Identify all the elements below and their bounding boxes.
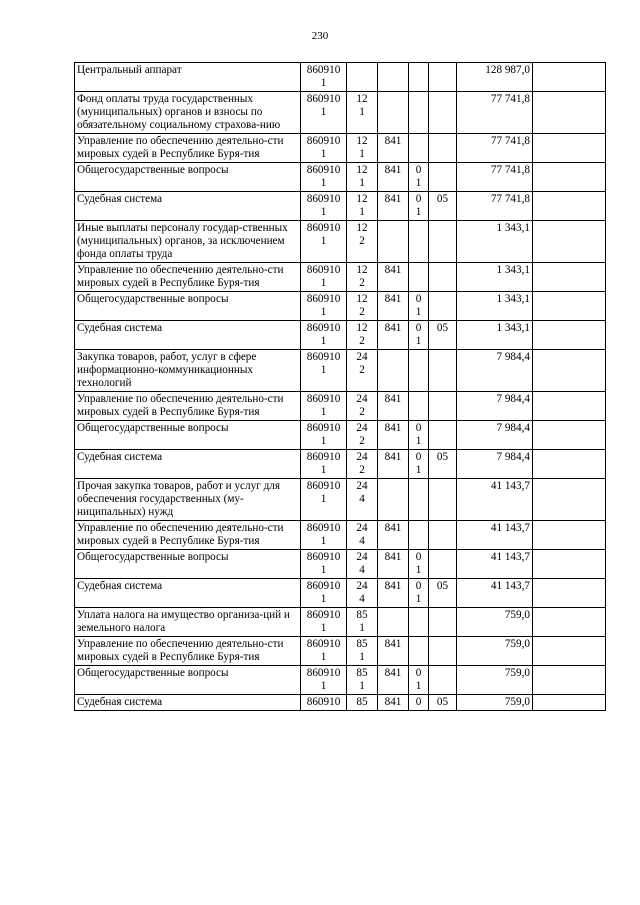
row-name-cell: Центральный аппарат	[75, 63, 301, 92]
row-ministry-cell	[378, 221, 409, 263]
row-amount-cell: 759,0	[457, 666, 533, 695]
row-subsection-cell	[429, 637, 457, 666]
row-amount-cell: 128 987,0	[457, 63, 533, 92]
table-row	[75, 134, 606, 163]
page-number: 230	[311, 30, 329, 42]
row-section-cell	[409, 221, 429, 263]
row-amount-cell: 759,0	[457, 637, 533, 666]
row-section-cell	[409, 521, 429, 550]
row-amount-cell: 1 343,1	[457, 292, 533, 321]
row-subsection-cell	[429, 92, 457, 134]
row-ministry-cell: 841	[378, 421, 409, 450]
row-extra-cell	[533, 579, 606, 608]
row-section-cell: 0 1	[409, 292, 429, 321]
row-amount-cell: 77 741,8	[457, 192, 533, 221]
row-name-cell: Прочая закупка товаров, работ и услуг для обеспечения государственных (му-ниципальных) нужд	[75, 479, 301, 521]
row-subsection-cell	[429, 421, 457, 450]
row-subsection-cell	[429, 550, 457, 579]
row-code-cell: 860910 1	[301, 92, 347, 134]
row-expense-type-cell: 12 1	[347, 134, 378, 163]
row-name-cell: Управление по обеспечению деятельно-сти мировых судей в Республике Буря-тия	[75, 134, 301, 163]
row-amount-cell: 7 984,4	[457, 392, 533, 421]
table-row	[75, 450, 606, 479]
row-expense-type-cell: 24 4	[347, 479, 378, 521]
row-extra-cell	[533, 292, 606, 321]
row-name-cell: Управление по обеспечению деятельно-сти мировых судей в Республике Буря-тия	[75, 637, 301, 666]
row-ministry-cell	[378, 350, 409, 392]
row-ministry-cell	[378, 63, 409, 92]
row-ministry-cell: 841	[378, 163, 409, 192]
row-amount-cell: 41 143,7	[457, 550, 533, 579]
budget-table-body	[75, 63, 606, 711]
table-row	[75, 421, 606, 450]
row-section-cell: 0 1	[409, 421, 429, 450]
row-amount-cell: 77 741,8	[457, 163, 533, 192]
table-row	[75, 321, 606, 350]
row-amount-cell: 77 741,8	[457, 92, 533, 134]
row-section-cell: 0 1	[409, 321, 429, 350]
row-subsection-cell	[429, 292, 457, 321]
row-ministry-cell	[378, 608, 409, 637]
row-amount-cell: 1 343,1	[457, 321, 533, 350]
table-row	[75, 163, 606, 192]
row-code-cell: 860910 1	[301, 192, 347, 221]
row-section-cell: 0 1	[409, 450, 429, 479]
row-ministry-cell: 841	[378, 579, 409, 608]
row-extra-cell	[533, 163, 606, 192]
row-amount-cell: 41 143,7	[457, 479, 533, 521]
row-expense-type-cell: 12 1	[347, 92, 378, 134]
row-code-cell: 860910 1	[301, 292, 347, 321]
row-extra-cell	[533, 92, 606, 134]
row-subsection-cell: 05	[429, 579, 457, 608]
row-ministry-cell	[378, 92, 409, 134]
row-section-cell	[409, 134, 429, 163]
row-ministry-cell: 841	[378, 550, 409, 579]
row-extra-cell	[533, 550, 606, 579]
row-name-cell: Общегосударственные вопросы	[75, 666, 301, 695]
row-expense-type-cell: 12 2	[347, 263, 378, 292]
row-expense-type-cell: 24 4	[347, 521, 378, 550]
row-expense-type-cell: 24 2	[347, 350, 378, 392]
row-section-cell	[409, 392, 429, 421]
table-row	[75, 192, 606, 221]
row-extra-cell	[533, 608, 606, 637]
row-ministry-cell	[378, 479, 409, 521]
row-extra-cell	[533, 63, 606, 92]
row-section-cell: 0 1	[409, 579, 429, 608]
row-name-cell: Управление по обеспечению деятельно-сти мировых судей в Республике Буря-тия	[75, 392, 301, 421]
row-extra-cell	[533, 421, 606, 450]
row-section-cell	[409, 263, 429, 292]
table-row	[75, 550, 606, 579]
row-code-cell: 860910 1	[301, 450, 347, 479]
row-expense-type-cell: 12 1	[347, 192, 378, 221]
table-row	[75, 292, 606, 321]
row-code-cell: 860910 1	[301, 63, 347, 92]
row-subsection-cell	[429, 63, 457, 92]
table-row	[75, 608, 606, 637]
row-extra-cell	[533, 666, 606, 695]
row-name-cell: Фонд оплаты труда государственных (муниципальных) органов и взносы по обязательному социальному страхова-нию	[75, 92, 301, 134]
row-code-cell: 860910 1	[301, 637, 347, 666]
table-row	[75, 521, 606, 550]
row-name-cell: Общегосударственные вопросы	[75, 292, 301, 321]
row-extra-cell	[533, 392, 606, 421]
row-name-cell: Судебная система	[75, 321, 301, 350]
row-extra-cell	[533, 192, 606, 221]
row-code-cell: 860910 1	[301, 579, 347, 608]
row-code-cell: 860910 1	[301, 521, 347, 550]
row-ministry-cell: 841	[378, 321, 409, 350]
row-expense-type-cell: 12 1	[347, 163, 378, 192]
table-row	[75, 695, 606, 711]
row-name-cell: Судебная система	[75, 579, 301, 608]
row-subsection-cell	[429, 221, 457, 263]
row-code-cell: 860910	[301, 695, 347, 711]
row-expense-type-cell: 24 2	[347, 450, 378, 479]
row-amount-cell: 7 984,4	[457, 421, 533, 450]
row-expense-type-cell: 85 1	[347, 637, 378, 666]
table-row	[75, 479, 606, 521]
row-extra-cell	[533, 221, 606, 263]
row-subsection-cell	[429, 392, 457, 421]
row-extra-cell	[533, 134, 606, 163]
row-amount-cell: 7 984,4	[457, 450, 533, 479]
row-amount-cell: 759,0	[457, 608, 533, 637]
row-expense-type-cell: 85	[347, 695, 378, 711]
row-code-cell: 860910 1	[301, 163, 347, 192]
row-extra-cell	[533, 521, 606, 550]
row-name-cell: Уплата налога на имущество организа-ций и земельного налога	[75, 608, 301, 637]
row-subsection-cell	[429, 163, 457, 192]
row-amount-cell: 759,0	[457, 695, 533, 711]
table-row	[75, 263, 606, 292]
row-subsection-cell	[429, 479, 457, 521]
row-subsection-cell	[429, 608, 457, 637]
row-section-cell: 0 1	[409, 666, 429, 695]
row-code-cell: 860910 1	[301, 392, 347, 421]
row-expense-type-cell: 24 4	[347, 550, 378, 579]
table-row	[75, 579, 606, 608]
row-section-cell	[409, 350, 429, 392]
row-name-cell: Общегосударственные вопросы	[75, 550, 301, 579]
row-expense-type-cell: 12 2	[347, 292, 378, 321]
row-amount-cell: 41 143,7	[457, 521, 533, 550]
row-amount-cell: 1 343,1	[457, 263, 533, 292]
row-amount-cell: 1 343,1	[457, 221, 533, 263]
row-code-cell: 860910 1	[301, 350, 347, 392]
row-subsection-cell	[429, 134, 457, 163]
row-ministry-cell: 841	[378, 134, 409, 163]
row-ministry-cell: 841	[378, 450, 409, 479]
row-name-cell: Судебная система	[75, 192, 301, 221]
row-subsection-cell	[429, 521, 457, 550]
row-subsection-cell: 05	[429, 695, 457, 711]
row-expense-type-cell: 12 2	[347, 221, 378, 263]
row-ministry-cell: 841	[378, 292, 409, 321]
table-row	[75, 666, 606, 695]
row-expense-type-cell: 24 2	[347, 392, 378, 421]
row-code-cell: 860910 1	[301, 550, 347, 579]
row-expense-type-cell: 24 4	[347, 579, 378, 608]
row-section-cell	[409, 637, 429, 666]
row-expense-type-cell: 85 1	[347, 608, 378, 637]
row-code-cell: 860910 1	[301, 479, 347, 521]
row-code-cell: 860910 1	[301, 608, 347, 637]
table-row	[75, 637, 606, 666]
row-name-cell: Судебная система	[75, 695, 301, 711]
row-section-cell: 0 1	[409, 550, 429, 579]
row-name-cell: Иные выплаты персоналу государ-ственных (муниципальных) органов, за исключением фонда оплаты труда	[75, 221, 301, 263]
row-section-cell	[409, 479, 429, 521]
table-row	[75, 221, 606, 263]
table-row	[75, 392, 606, 421]
row-section-cell	[409, 63, 429, 92]
row-amount-cell: 7 984,4	[457, 350, 533, 392]
row-extra-cell	[533, 450, 606, 479]
row-expense-type-cell: 24 2	[347, 421, 378, 450]
row-ministry-cell: 841	[378, 192, 409, 221]
row-extra-cell	[533, 263, 606, 292]
row-expense-type-cell	[347, 63, 378, 92]
table-row	[75, 92, 606, 134]
row-extra-cell	[533, 321, 606, 350]
row-code-cell: 860910 1	[301, 421, 347, 450]
row-section-cell: 0	[409, 695, 429, 711]
row-amount-cell: 77 741,8	[457, 134, 533, 163]
budget-table	[74, 62, 606, 711]
row-name-cell: Управление по обеспечению деятельно-сти мировых судей в Республике Буря-тия	[75, 521, 301, 550]
row-name-cell: Общегосударственные вопросы	[75, 163, 301, 192]
row-subsection-cell: 05	[429, 192, 457, 221]
row-subsection-cell	[429, 666, 457, 695]
row-name-cell: Судебная система	[75, 450, 301, 479]
row-code-cell: 860910 1	[301, 666, 347, 695]
row-ministry-cell: 841	[378, 392, 409, 421]
row-name-cell: Управление по обеспечению деятельно-сти мировых судей в Республике Буря-тия	[75, 263, 301, 292]
table-row	[75, 63, 606, 92]
row-section-cell	[409, 608, 429, 637]
row-expense-type-cell: 85 1	[347, 666, 378, 695]
row-code-cell: 860910 1	[301, 263, 347, 292]
row-code-cell: 860910 1	[301, 321, 347, 350]
row-code-cell: 860910 1	[301, 221, 347, 263]
row-name-cell: Общегосударственные вопросы	[75, 421, 301, 450]
row-extra-cell	[533, 637, 606, 666]
row-code-cell: 860910 1	[301, 134, 347, 163]
row-ministry-cell: 841	[378, 521, 409, 550]
row-ministry-cell: 841	[378, 637, 409, 666]
table-row	[75, 350, 606, 392]
row-extra-cell	[533, 350, 606, 392]
row-subsection-cell: 05	[429, 450, 457, 479]
row-extra-cell	[533, 695, 606, 711]
row-section-cell: 0 1	[409, 163, 429, 192]
row-extra-cell	[533, 479, 606, 521]
row-section-cell	[409, 92, 429, 134]
row-name-cell: Закупка товаров, работ, услуг в сфере информационно-коммуникационных технологий	[75, 350, 301, 392]
row-subsection-cell	[429, 263, 457, 292]
row-subsection-cell: 05	[429, 321, 457, 350]
row-ministry-cell: 841	[378, 695, 409, 711]
row-subsection-cell	[429, 350, 457, 392]
row-expense-type-cell: 12 2	[347, 321, 378, 350]
row-section-cell: 0 1	[409, 192, 429, 221]
row-ministry-cell: 841	[378, 666, 409, 695]
row-ministry-cell: 841	[378, 263, 409, 292]
row-amount-cell: 41 143,7	[457, 579, 533, 608]
